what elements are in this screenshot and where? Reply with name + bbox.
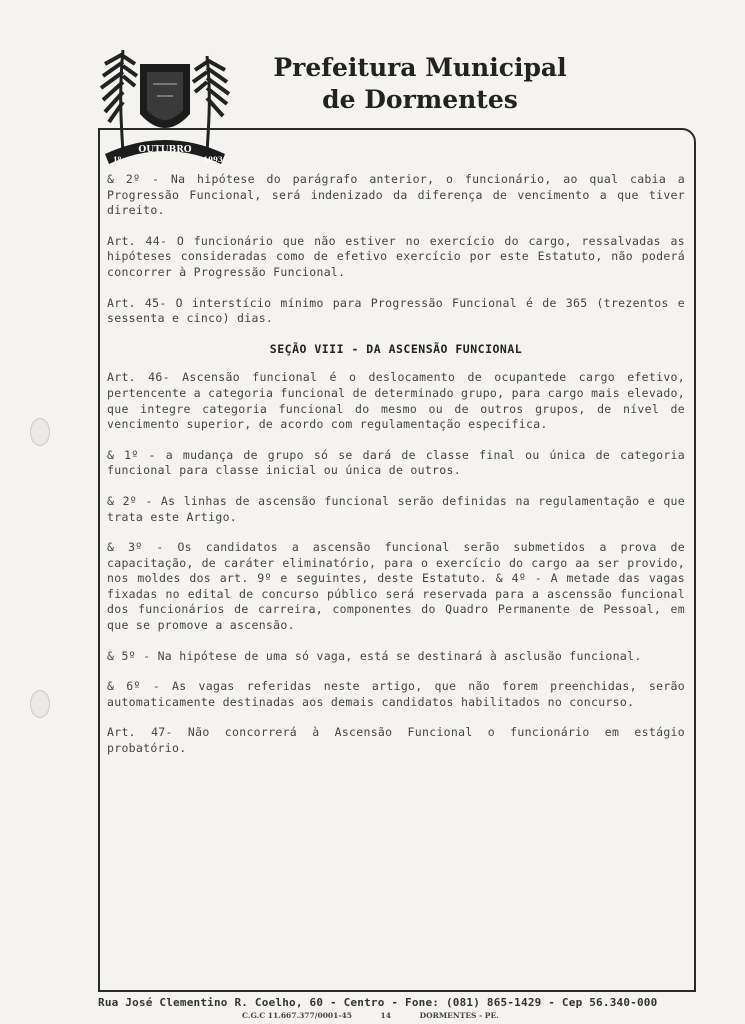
crest-right-text: 1993 [203,155,223,164]
page-title [240,52,600,116]
footer-page-number: 14 [380,1011,391,1020]
paragraph: & 2º - As linhas de ascensão funcional serão definidas na regulamentação e que trata este Artigo. [107,493,685,524]
document-body [107,172,685,772]
paragraph: & 5º - Na hipótese de uma só vaga, está se destinará à asclusão funcional. [107,648,642,663]
section-heading: SEÇÃO VIII - DA ASCENSÃO FUNCIONAL [269,341,523,356]
punch-hole [30,418,50,446]
footer-address: Rua José Clementino R. Coelho, 60 - Centro - Fone: (081) 865-1429 - Cep 56.340-000 [98,996,658,1009]
paragraph: & 3º - Os candidatos a ascensão funcional serão submetidos a prova de capacitação, de caráter eliminatório, para o exercício do cargo aa ser provido, nos moldes dos art. 9º e seguintes, deste Estatuto. & 4º - A metade das vagas fixadas no edital de concurso público será reservada para a ascenssão funcional dos funcionários de carreira, componentes do Quadro Permanente de Pessoal, em que se promove a ascensão. [107,540,685,633]
footer-cgc: C.G.C 11.667.377/0001-45 [242,1011,352,1020]
paragraph: Art. 47- Não concorrerá à Ascensão Funcional o funcionário em estágio probatório. [107,725,685,756]
footer-info [242,1011,662,1020]
paragraph: Art. 45- O interstício mínimo para Progressão Funcional é de 365 (trezentos e sessenta e cinco) dias. [107,295,685,326]
punch-hole [30,690,50,718]
paragraph: Art. 44- O funcionário que não estiver no exercício do cargo, ressalvadas as hipóteses consideradas como de efetivo exercício por este Estatuto, não poderá concorrer à Progressão Funcional. [107,233,685,279]
crest-left-text: 1º [112,155,122,164]
paragraph: & 1º - a mudança de grupo só se dará de classe final ou única de categoria funcional para classe inicial ou única de outros. [107,447,685,478]
footer-city: DORMENTES - PE. [419,1011,499,1020]
paragraph: & 2º - Na hipótese do parágrafo anterior, o funcionário, ao qual cabia a Progressão Funcional, será indenizado da diferença de vencimento a que tiver direito. [107,172,685,218]
title-line-1: Prefeitura Municipal [273,53,567,82]
crest-banner-text: OUTUBRO [138,145,192,155]
title-line-2: de Dormentes [322,85,518,114]
paragraph: Art. 46- Ascensão funcional é o deslocamento de ocupantede cargo efetivo, pertencente a categoria funcional de determinado grupo, para cargo mais elevado, que integre categoria funcional do mesmo ou de outros grupos, de nível de vencimento superior, de acordo com regulamentação especifica. [107,370,685,432]
paragraph: & 6º - As vagas referidas neste artigo, que não forem preenchidas, serão automaticamente destinadas aos demais candidatos habilitados no concurso. [107,679,685,709]
